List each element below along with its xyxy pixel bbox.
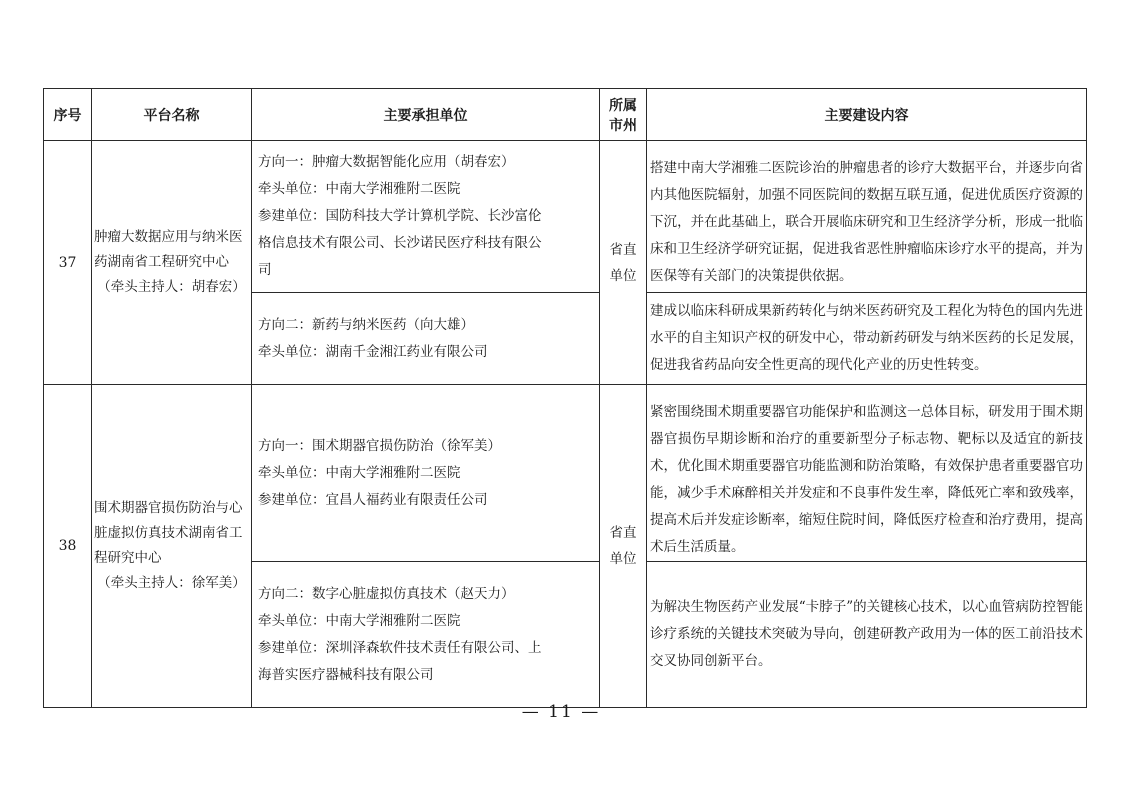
unit-line: 海普实医疗器械科技有限公司 xyxy=(258,666,434,683)
unit-cell xyxy=(252,385,600,562)
header-seq: 序号 xyxy=(44,89,92,141)
city-line: 单位 xyxy=(609,551,637,567)
platform-leader: （牵头主持人：徐军美） xyxy=(97,575,246,591)
city-cell xyxy=(600,385,647,708)
unit-line: 牵头单位：湖南千金湘江药业有限公司 xyxy=(258,343,488,360)
unit-line: 格信息技术有限公司、长沙诺民医疗科技有限公 xyxy=(258,235,542,251)
unit-line: 参建单位：国防科技大学计算机学院、长沙富伦 xyxy=(258,208,542,224)
unit-line: 参建单位：深圳泽森软件技术责任有限公司、上 xyxy=(258,639,542,656)
content-cell: 紧密围绕围术期重要器官功能保护和监测这一总体目标，研发用于围术期器官损伤早期诊断和治疗的重要新型分子标志物、靶标以及适宜的新技术，优化围术期重要器官功能监测和防治策略，有效保护患者重要器官功能，减少手术麻醉相关并发症和不良事件发生率，降低死亡率和致残率，提高术后并发症诊断率，缩短住院时间，降低医疗检查和治疗费用，提高术后生活质量。 xyxy=(647,385,1087,562)
unit-line: 参建单位：宜昌人福药业有限责任公司 xyxy=(258,491,488,508)
table-row xyxy=(44,385,1087,562)
platform-name-line: 围术期器官损伤防治与心 xyxy=(94,500,243,516)
header-content: 主要建设内容 xyxy=(647,89,1087,141)
table-row xyxy=(44,141,1087,293)
platform-leader: （牵头主持人：胡春宏） xyxy=(97,279,246,295)
platform-name-line: 肿瘤大数据应用与纳米医 xyxy=(94,229,243,245)
content-cell: 建成以临床科研成果新药转化与纳米医药研究及工程化为特色的国内先进水平的自主知识产权的研发中心，带动新药研发与纳米医药的长足发展，促进我省药品向安全性更高的现代化产业的历史性转变。 xyxy=(647,293,1087,385)
platform-name-cell xyxy=(92,141,252,385)
city-line: 单位 xyxy=(609,267,637,284)
unit-line: 方向二：新药与纳米医药（向大雄） xyxy=(258,316,474,333)
unit-line: 牵头单位：中南大学湘雅附二医院 xyxy=(258,612,461,629)
platform-name-cell xyxy=(92,385,252,708)
city-cell xyxy=(600,141,647,385)
unit-line: 方向二：数字心脏虚拟仿真技术（赵天力） xyxy=(258,585,515,602)
header-unit: 主要承担单位 xyxy=(252,89,600,141)
unit-cell xyxy=(252,562,600,708)
unit-line: 牵头单位：中南大学湘雅附二医院 xyxy=(258,464,461,481)
unit-line: 牵头单位：中南大学湘雅附二医院 xyxy=(258,181,461,197)
platform-name-line: 脏虚拟仿真技术湖南省工 xyxy=(94,525,243,541)
city-line: 省直 xyxy=(609,241,637,258)
header-platform: 平台名称 xyxy=(92,89,252,141)
unit-line: 方向一：肿瘤大数据智能化应用（胡春宏） xyxy=(258,154,515,170)
header-city xyxy=(600,89,647,141)
content-cell: 为解决生物医药产业发展“卡脖子”的关键核心技术，以心血管病防控智能诊疗系统的关键技术突破为导向，创建研教产政用为一体的医工前沿技术交叉协同创新平台。 xyxy=(647,562,1087,708)
platform-name-line: 程研究中心 xyxy=(94,550,162,566)
header-row xyxy=(44,89,1087,141)
header-city-line1: 所属 xyxy=(609,97,637,114)
row-seq: 38 xyxy=(44,385,92,708)
platform-table xyxy=(43,88,1087,708)
unit-line: 司 xyxy=(258,262,272,278)
platform-name-line: 药湖南省工程研究中心 xyxy=(94,254,229,270)
unit-line: 方向一：围术期器官损伤防治（徐军美） xyxy=(258,437,501,454)
city-line: 省直 xyxy=(609,525,637,541)
page-number: — 11 — xyxy=(521,702,601,722)
unit-cell xyxy=(252,141,600,293)
header-city-line2: 市州 xyxy=(609,117,637,134)
unit-cell xyxy=(252,293,600,385)
row-seq: 37 xyxy=(44,141,92,385)
content-cell: 搭建中南大学湘雅二医院诊治的肿瘤患者的诊疗大数据平台，并逐步向省内其他医院辐射，加强不同医院间的数据互联互通，促进优质医疗资源的下沉，并在此基础上，联合开展临床研究和卫生经济学分析，形成一批临床和卫生经济学研究证据，促进我省恶性肿瘤临床诊疗水平的提高，并为医保等有关部门的决策提供依据。 xyxy=(647,141,1087,293)
